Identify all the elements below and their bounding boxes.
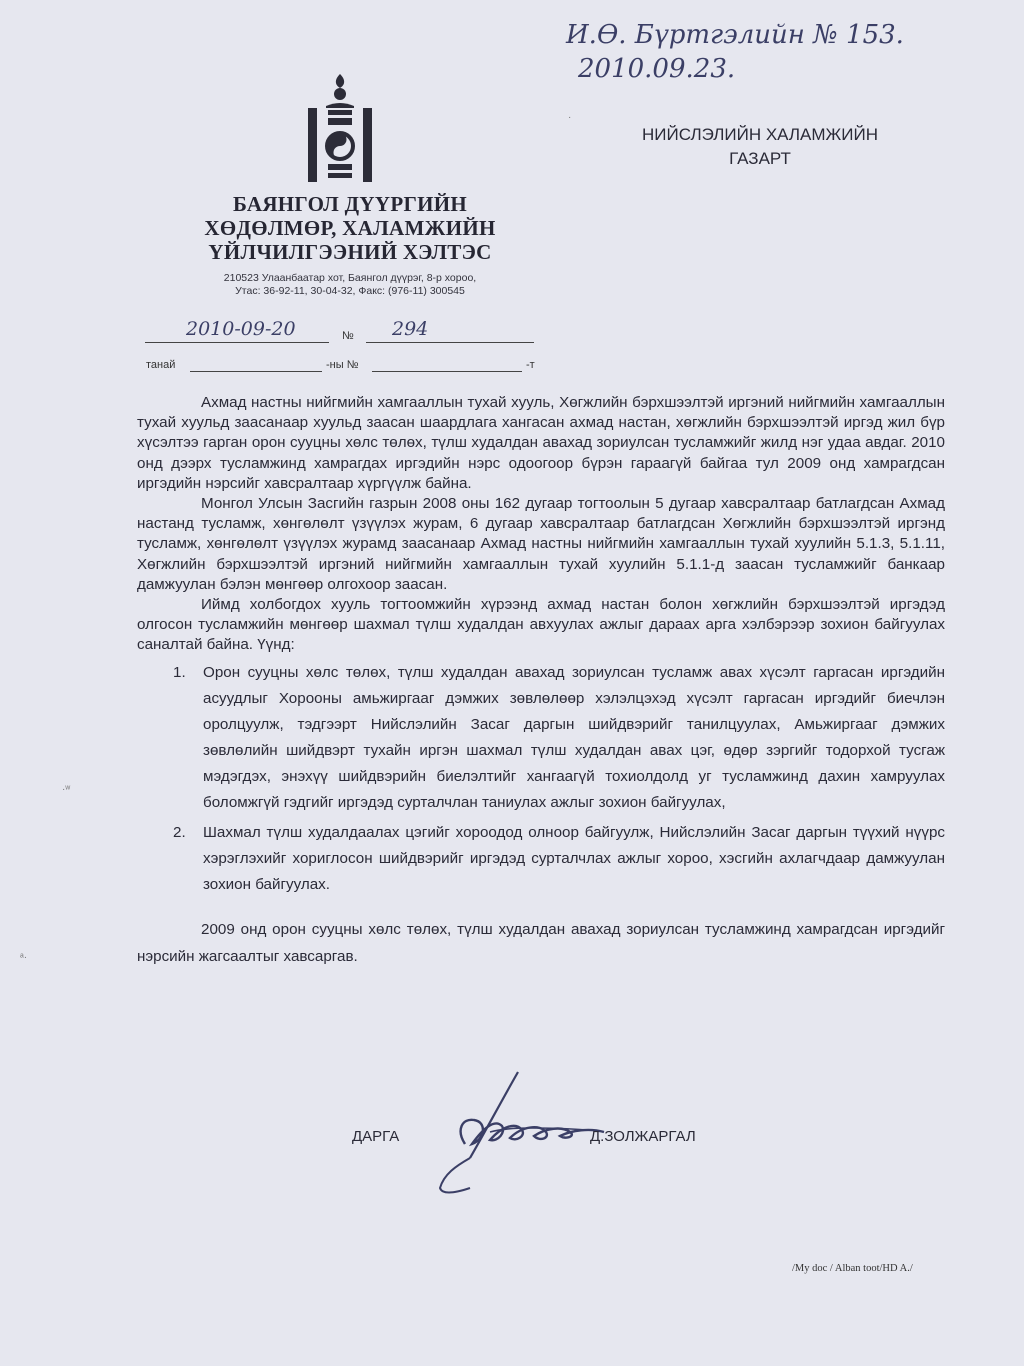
- list-item-1: [137, 660, 945, 816]
- organization-name: [150, 192, 550, 264]
- soyombo-emblem-icon: [300, 72, 380, 188]
- org-name-line-2: ХӨДӨЛМӨР, ХАЛАМЖИЙН: [204, 216, 496, 240]
- ny-underline: [372, 371, 522, 372]
- list-item-2-text: Шахмал түлш худалдаалах цэгийг хороодод олноор байгуулж, Нийслэлийн Засаг даргын түүхий нүүрс хэрэглэхийг хориглосон шийдвэрийг иргэдэд сурталчлах ажлыг хороо, хэсгийн ахлагчдаар дамжуулан зохион байгуулах.: [203, 823, 945, 893]
- date-underline: [145, 342, 329, 343]
- number-underline: [366, 342, 534, 343]
- list-item-2: [137, 820, 945, 898]
- your-underline: [190, 371, 322, 372]
- signer-name: Д.ЗОЛЖАРГАЛ: [590, 1128, 696, 1145]
- org-address: 210523 Улаанбаатар хот, Баянгол дүүрэг, 8-р хороо,: [223, 272, 477, 284]
- list-item-2-number: 2.: [173, 823, 186, 841]
- footer-file-path: /My doc / Alban toot/HD A./: [792, 1263, 913, 1274]
- ny-label: -ны №: [326, 359, 359, 371]
- paragraph-3: Иймд холбогдох хууль тогтоомжийн хүрээнд ахмад настан болон хөгжлийн бэрхшээлтэй иргэдэд олгосон тусламжийн мөнгөөр шахмал түлш худалдан авхуулах ажлыг дараах арга хэлбэрээр зохион байгуулах саналтай байна. Үүнд:: [137, 596, 945, 654]
- scan-speck: ᵃ·: [20, 952, 28, 963]
- closing-paragraph: 2009 онд орон сууцны хөлс төлөх, түлш худалдан авахад зориулсан тусламжинд хамрагдсан иргэдийг нэрсийн жагсаалтыг хавсаргав.: [137, 920, 945, 965]
- recipient: [580, 123, 940, 171]
- document-date: 2010-09-20: [186, 318, 296, 340]
- org-name-line-1: БАЯНГОЛ ДҮҮРГИЙН: [232, 192, 468, 216]
- handwritten-registration-note: [566, 18, 904, 86]
- your-label: танай: [146, 359, 176, 371]
- t-label: -т: [526, 359, 535, 371]
- org-contact: [150, 272, 550, 298]
- recipient-line-1: НИЙСЛЭЛИЙН ХАЛАМЖИЙН: [642, 125, 878, 144]
- registration-date: 2010.09.23.: [578, 54, 736, 84]
- paragraph-2: Монгол Улсын Засгийн газрын 2008 оны 162 дугаар тогтоолын 5 дугаар хавсралтаар батлагдсан Ахмад настанд тусламж, хөнгөлөлт үзүүлэх журам, 6 дугаар хавсралтаар батлагдсан Хөгжлийн бэрхшээлтэй иргэнд тусламж, хөнгөлөлт үзүүлэх журамд заасанаар Ахмад настны нийгмийн хамгааллын тухай хуулийн 5.1.3, 5.1.11, Хөгжлийн бэрхшээлтэй иргэний нийгмийн хамгааллын тухай хуулийн 5.1.1-д заасан тусламжийг банкаар дамжуулан бэлэн мөнгөөр олгохоор заасан.: [137, 495, 945, 593]
- list-item-1-text: Орон сууцны хөлс төлөх, түлш худалдан авахад зориулсан тусламж авах хүсэлт гаргасан иргэдийн асуудлыг Хорооны амьжиргааг дэмжих зөвлөлөөр хэлэлцэхэд хүсэлт гаргасан иргэдийг биечлэн оролцуулж, тэдгээрт Нийслэлийн Засаг даргын шийдвэрийг танилцуулах, Амьжиргааг дэмжих зөвлөлийн шийдвэрт тухайн иргэн шахмал түлш худалдан авах цэг, өдөр зэргийг тодорхой тусгаж мэдэгдэх, энэхүү шийдвэрийн биелэлтийг хангаагүй тохиолдолд уг тусламжинд дахин хамруулах боломжгүй гэдгийг иргэдэд сурталчлан таниулах ажлыг зохион байгуулах,: [203, 663, 945, 811]
- list-item-1-number: 1.: [173, 663, 186, 681]
- org-name-line-3: ҮЙЛЧИЛГЭЭНИЙ ХЭЛТЭС: [208, 240, 492, 264]
- letter-body: [137, 393, 945, 970]
- scan-speck: ·: [568, 112, 572, 123]
- org-phone: Утас: 36-92-11, 30-04-32, Факс: (976-11) 300545: [235, 285, 465, 297]
- registration-number: И.Ө. Бүртгэлийн № 153.: [566, 20, 904, 50]
- scan-speck: ·ʷ: [62, 784, 71, 795]
- number-label: №: [342, 330, 354, 342]
- paragraph-1: Ахмад настны нийгмийн хамгааллын тухай хууль, Хөгжлийн бэрхшээлтэй иргэний нийгмийн хамгааллын тухай хуульд заасанаар хуульд заасан шаардлага хангасан ахмад настан, хөгжлийн бэрхшээлтэй иргэд жил бүр хүсэлтээ гарган орон сууцны хөлс төлөх, түлш худалдан авахад зориулсан тусламжийг жилд нэг удаа авдаг. 2010 онд дээрх тусламжинд хамрагдах иргэдийн нэрс одоогоор бүрэн гараагүй байгаа тул 2009 онд хамрагдсан иргэдийн нэрсийг хавсралтаар хүргүүлж байна.: [137, 394, 945, 492]
- signature-block: [350, 1070, 770, 1200]
- document-number: 294: [392, 318, 429, 340]
- signer-title: ДАРГА: [352, 1128, 400, 1145]
- recipient-line-2: ГАЗАРТ: [729, 149, 791, 168]
- handwritten-signature-icon: [390, 1070, 610, 1198]
